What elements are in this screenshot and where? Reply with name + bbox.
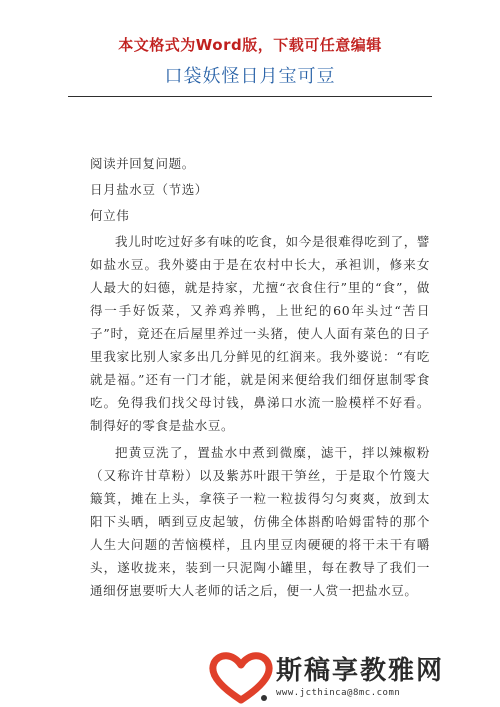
paragraph-1: 我儿时吃过好多有味的吃食，如今是很难得吃到了，譬如盐水豆。我外婆由于是在农村中长大，承袒训，修来女人最大的妇德，就是持家，尤擅“衣食住行”里的“食”，做得一手好饭菜，又养鸡养鸭，上世纪的60年头过“苦日子”时，竟还在后屋里养过一头猪，使人人面有菜色的日子里我家比别人家多出几分鲜见的红润来。我外婆说：“有吃就是福。”还有一门才能，就是闲来便给我们细伢崽制零食吃。免得我们找父母讨钱，鼻涕口水流一脸模样不好看。制得好的零食是盐水豆。 [90, 234, 430, 433]
document-banner: 本文格式为Word版，下载可任意编辑 [118, 36, 382, 54]
reading-instruction: 阅读并回复问题。 [90, 156, 195, 171]
paragraph-2: 把黄豆洗了，置盐水中煮到微糜，滤干，拌以辣椒粉（又称许甘草粉）以及紫苏叶跟干笋丝，于是取个竹篾大簸箕，摊在上头，拿筷子一粒一粒拔得匀匀爽爽，放到太阳下头晒，晒到豆皮起皱，仿佛全体斟酌哈姆雷特的那个人生大问题的苦恼模样，且内里豆肉硬硬的将干未干有嚼头，遂收拢来，装到一只泥陶小罐里，每在教导了我们一通细伢崽要听大人老师的话之后，便一人赏一把盐水豆。 [90, 445, 430, 598]
title-divider [68, 96, 432, 97]
document-title: 口袋妖怪日月宝可豆 [164, 66, 336, 87]
article-author: 何立伟 [90, 208, 130, 223]
watermark-url: www.jcthinca@8mc.comn [276, 688, 401, 698]
heart-logo-icon [206, 648, 276, 707]
article-subtitle: 日月盐水豆（节选） [90, 182, 208, 197]
site-watermark [206, 648, 500, 707]
article-body [90, 152, 430, 606]
watermark-brand: 斯稿享教雅网 [276, 656, 445, 686]
